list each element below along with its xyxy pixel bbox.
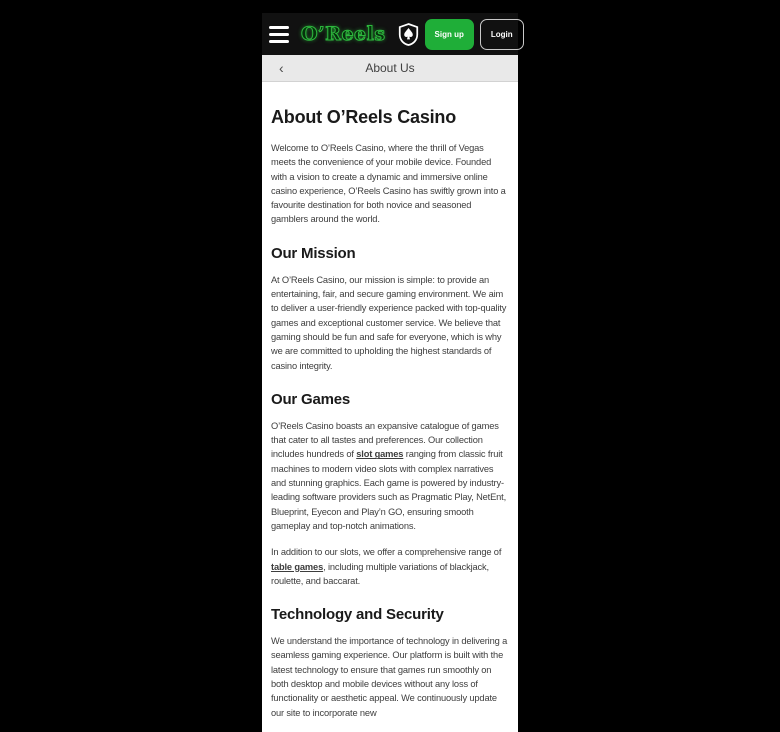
slot-games-link[interactable]: slot games <box>356 449 404 460</box>
about-heading: About O’Reels Casino <box>271 107 457 127</box>
signup-button[interactable]: Sign up <box>425 19 474 50</box>
app-header <box>262 13 518 55</box>
content-body <box>262 82 518 732</box>
paragraph: In addition to our slots, we offer a comprehensive range of table games, including multiple variations of blackjack, roulette, and baccarat. <box>271 547 502 586</box>
login-button[interactable]: Login <box>480 19 524 50</box>
technology-security-heading: Technology and Security <box>271 606 444 624</box>
paragraph: We understand the importance of technology in delivering a seamless gaming experience. Our platform is built with the latest technology to ensure that games run smoothly on both desktop and mobile devices without any loss of functionality or aesthetic appeal. We continuously update our site to incorporate new <box>271 636 508 718</box>
paragraph: O’Reels Casino boasts an expansive catalogue of games that cater to all tastes and preferences. Our collection includes hundreds of slot games ranging from classic fruit machines to modern video slots with complex narratives and stunning graphics. Each game is powered by industry-leading software providers such as Pragmatic Play, NetEnt, Blueprint, Eyecon and Play’n GO, ensuring smooth gameplay and top-notch animations. <box>271 420 507 531</box>
hamburger-icon <box>269 40 289 43</box>
paragraph: At O’Reels Casino, our mission is simple: to provide an entertaining, fair, and secure gaming environment. We aim to deliver a user-friendly experience packed with top-quality games and exceptional customer service. We believe that gaming should be fun and safe for everyone, which is why we are committed to upholding the highest standards of casino integrity. <box>271 274 507 371</box>
phone-screen <box>262 13 518 718</box>
hamburger-icon <box>269 26 289 29</box>
table-games-link[interactable]: table games <box>271 561 324 572</box>
hamburger-menu-button[interactable] <box>269 26 289 43</box>
shield-spade-icon[interactable] <box>398 23 419 46</box>
back-chevron-button[interactable]: ‹ <box>279 60 284 76</box>
navbar-title: About Us <box>365 61 415 75</box>
our-games-heading: Our Games <box>271 390 351 408</box>
paragraph: Welcome to O’Reels Casino, where the thrill of Vegas meets the convenience of your mobile device. Founded with a vision to create a dynamic and immersive online casino experience, O’Reels Casino has swiftly grown into a favourite destination for both novice and seasoned gamblers around the world. <box>271 143 506 225</box>
hamburger-icon <box>269 33 289 36</box>
oreels-logo[interactable]: O’Reels <box>301 23 386 45</box>
our-mission-heading: Our Mission <box>271 244 356 262</box>
page-navbar <box>262 55 518 82</box>
